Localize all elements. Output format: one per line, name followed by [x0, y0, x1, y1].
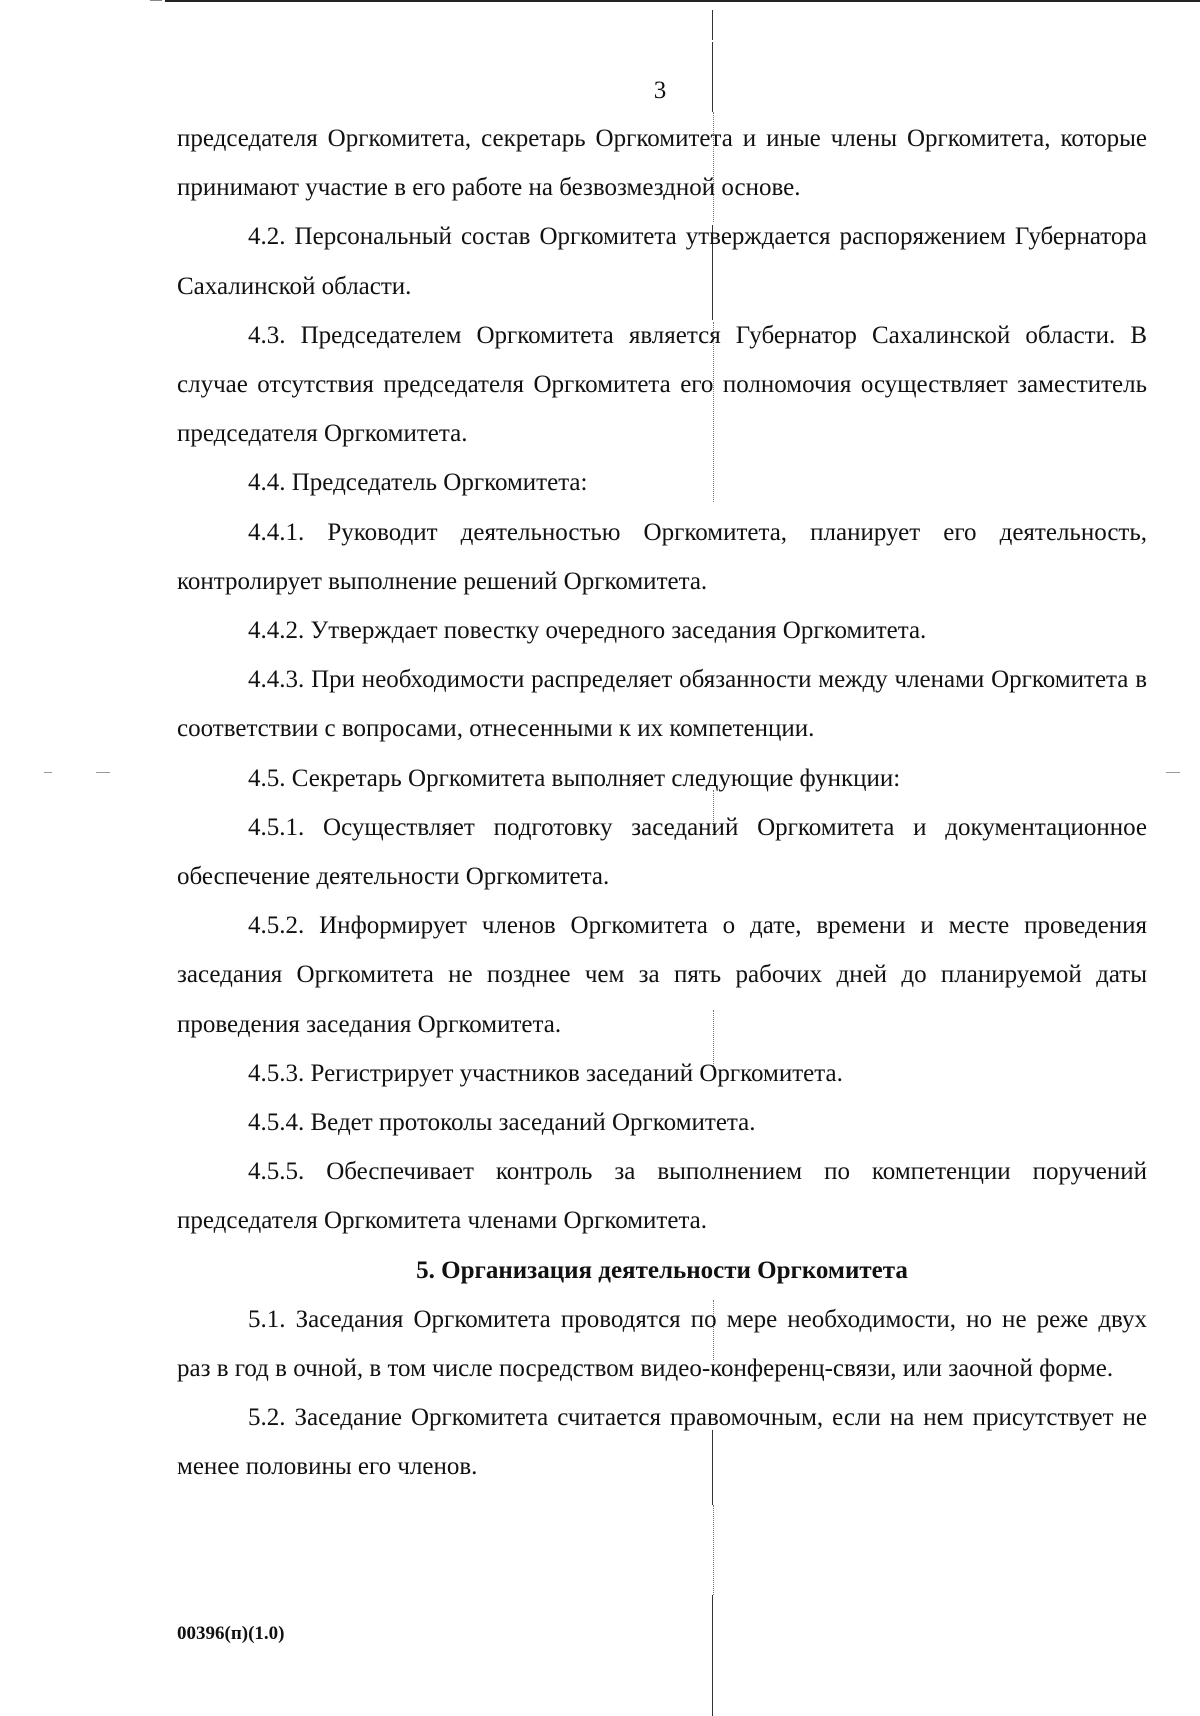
fold-line-segment — [712, 1595, 713, 1716]
document-code: 00396(п)(1.0) — [177, 1623, 285, 1644]
paragraph-4-4: 4.4. Председатель Оргкомитета: — [248, 469, 588, 497]
paragraph-4-5: 4.5. Секретарь Оргкомитета выполняет следующие функции: — [248, 764, 901, 792]
paragraph-4-4-1: 4.4.1. Руководит деятельностью Оргкомитета, планирует его деятельность, контролирует выполнение решений Оргкомитета. — [177, 518, 1147, 595]
page-number: 3 — [653, 77, 667, 104]
fold-line-segment — [712, 42, 713, 112]
paragraph-4-5-3: 4.5.3. Регистрирует участников заседаний Оргкомитета. — [248, 1059, 843, 1087]
section-heading: 5. Организация деятельности Оргкомитета — [416, 1256, 908, 1284]
paragraph-5-1: 5.1. Заседания Оргкомитета проводятся по мере необходимости, но не реже двух раз в год в очной, в том числе посредством видео-конференц-связи, или заочной форме. — [177, 1305, 1147, 1383]
scan-speck — [44, 772, 52, 773]
scan-speck — [1166, 772, 1180, 773]
scan-edge-line — [165, 0, 1200, 2]
paragraph-4-5-1: 4.5.1. Осуществляет подготовку заседаний Оргкомитета и документационное обеспечение деятельности Оргкомитета. — [177, 813, 1147, 891]
paragraph-4-5-2: 4.5.2. Информирует членов Оргкомитета о дате, времени и месте проведения заседания Оргкомитета не позднее чем за пять рабочих дней до планируемой даты проведения заседания Оргкомитета. — [177, 912, 1147, 1038]
fold-line-dotted — [713, 1505, 714, 1595]
paragraph-4-3: 4.3. Председателем Оргкомитета является Губернатор Сахалинской области. В случае отсутствия председателя Оргкомитета его полномочия осуществляет заместитель председателя Оргкомитета. — [177, 321, 1147, 448]
scan-speck — [96, 772, 110, 773]
document-body — [177, 114, 1147, 1492]
paragraph-4-4-3: 4.4.3. При необходимости распределяет обязанности между членами Оргкомитета в соответствии с вопросами, отнесенными к их компетенции. — [177, 666, 1147, 743]
fold-line-segment — [712, 10, 713, 40]
scan-edge-dash — [150, 0, 162, 1]
paragraph-4-2: 4.2. Персональный состав Оргкомитета утверждается распоряжением Губернатора Сахалинской области. — [177, 223, 1147, 300]
paragraph-4-4-2: 4.4.2. Утверждает повестку очередного заседания Оргкомитета. — [248, 617, 927, 645]
paragraph-continuation: председателя Оргкомитета, секретарь Оргкомитета и иные члены Оргкомитета, которые принимают участие в его работе на безвозмездной основе. — [177, 125, 1147, 202]
paragraph-4-5-4: 4.5.4. Ведет протоколы заседаний Оргкомитета. — [248, 1109, 756, 1137]
paragraph-4-5-5: 4.5.5. Обеспечивает контроль за выполнением по компетенции поручений председателя Оргкомитета членами Оргкомитета. — [177, 1158, 1147, 1235]
paragraph-5-2: 5.2. Заседание Оргкомитета считается правомочным, если на нем присутствует не менее половины его членов. — [177, 1404, 1147, 1481]
